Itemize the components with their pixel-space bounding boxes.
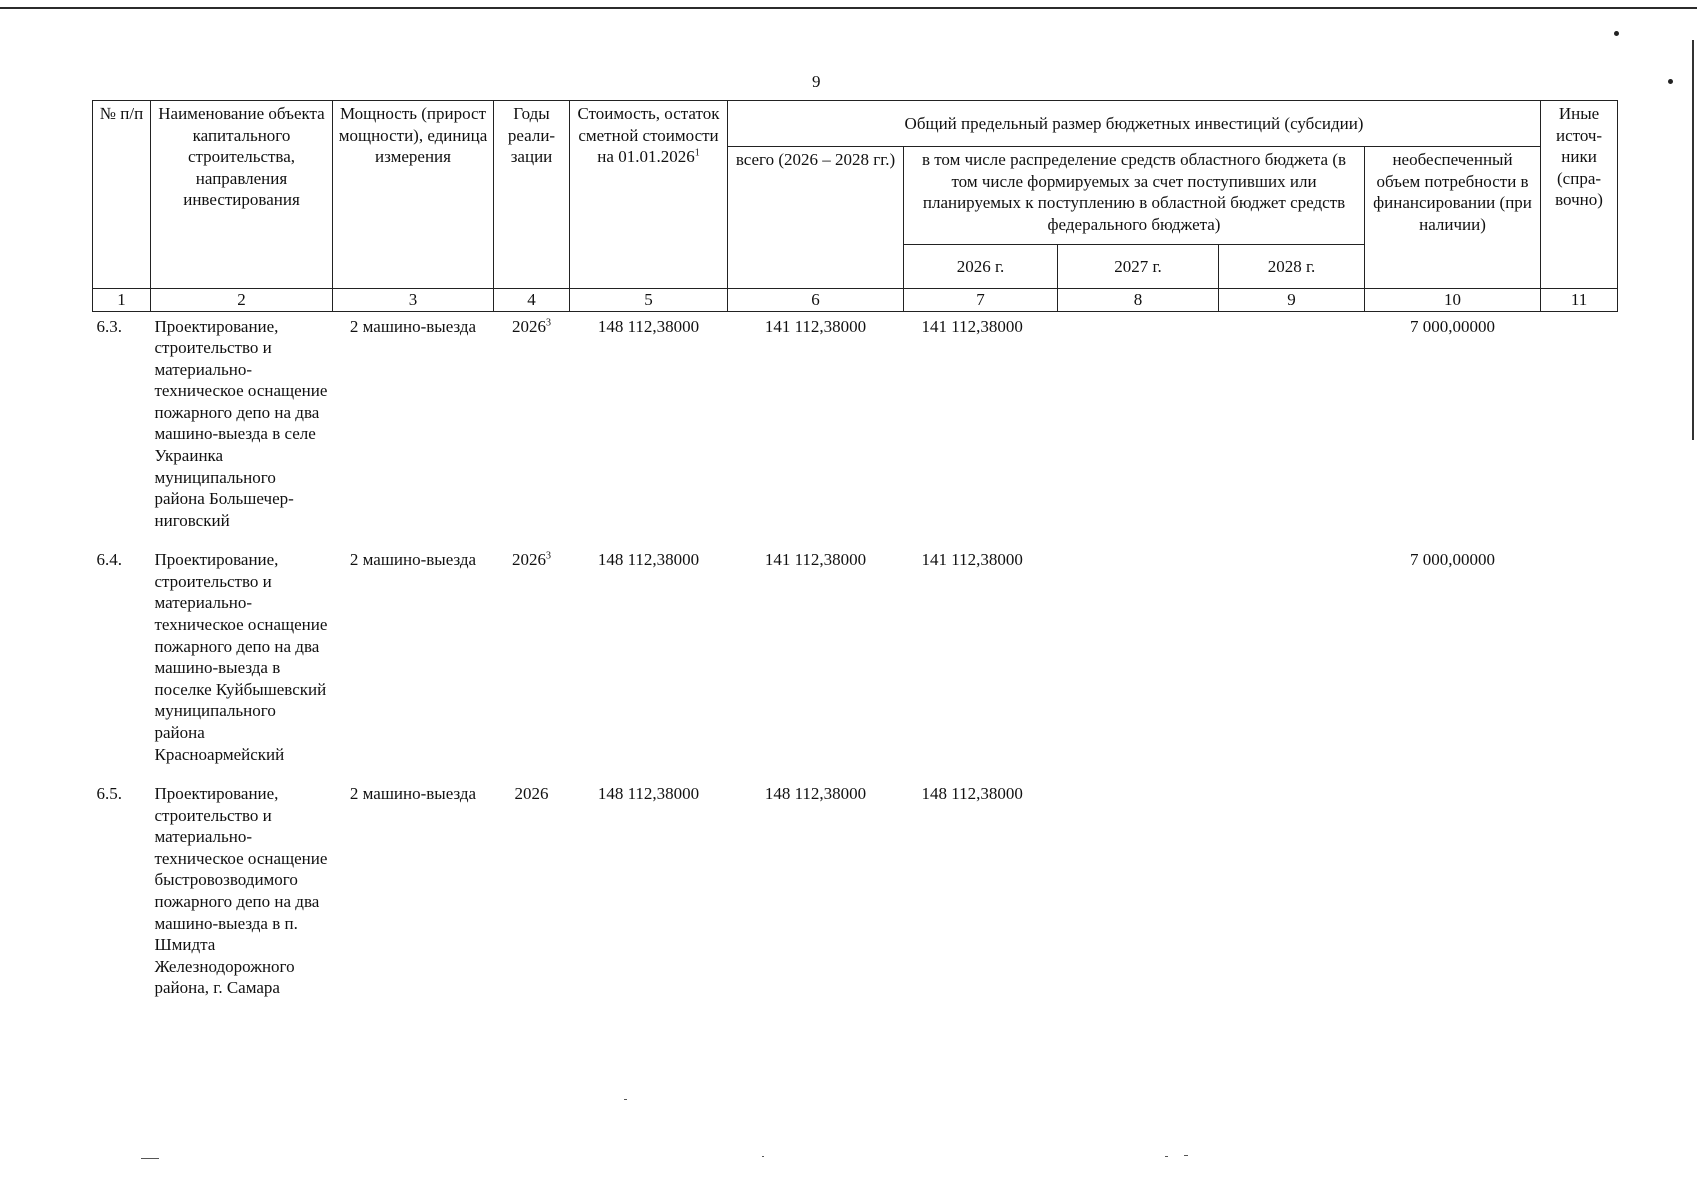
header-capacity: Мощность (прирост мощности), единица измерения xyxy=(333,101,494,289)
scan-speck xyxy=(624,1099,627,1100)
header-number: № п/п xyxy=(93,101,151,289)
years: 2026 xyxy=(514,784,549,804)
cost: 148 112,38000 xyxy=(597,316,700,336)
years: 2026$^3$ xyxy=(512,550,551,570)
header-year-2028: 2028 г. xyxy=(1219,245,1365,289)
header-other-sources: Иные источ-ники (спра-вочно) xyxy=(1541,101,1618,289)
header-total: всего (2026 – 2028 гг.) xyxy=(728,147,904,289)
row-number: 6.4. xyxy=(96,550,122,570)
amount-2028 xyxy=(1219,545,1365,779)
unfunded-amount xyxy=(1365,779,1541,1001)
column-number: 3 xyxy=(333,289,494,312)
amount-2026: 141 112,38000 xyxy=(921,316,1023,336)
object-name: Проектирование, строительство и материально-техническое оснащение быстровозводимого пожарного депо на два машино-выезда в п. Шмидта Железнодорожного района, г. Самара xyxy=(154,784,328,998)
object-name: Проектирование, строительство и материально-техническое оснащение пожарного депо на два машино-выезда в поселке Куйбышевский муниципального района Красноармейский xyxy=(154,550,328,764)
other-sources xyxy=(1541,545,1618,779)
amount-2026: 148 112,38000 xyxy=(921,784,1023,804)
capacity: 2 машино-выезда xyxy=(349,550,477,570)
amount-2026: 141 112,38000 xyxy=(921,550,1023,570)
scan-speck xyxy=(141,1158,159,1159)
header-object-name: Наименование объекта капитального строительства, направления инвестирования xyxy=(151,101,333,289)
column-number: 9 xyxy=(1219,289,1365,312)
header-budget-group: Общий предельный размер бюджетных инвестиций (субсидии) xyxy=(728,101,1541,147)
amount-2028 xyxy=(1219,779,1365,1001)
table-row xyxy=(93,311,1618,545)
header-unfunded: необеспеченный объем потребности в финансировании (при наличии) xyxy=(1365,147,1541,289)
column-number: 7 xyxy=(904,289,1058,312)
scan-border-right xyxy=(1692,40,1694,440)
table-row xyxy=(93,545,1618,779)
total: 148 112,38000 xyxy=(764,784,867,804)
column-number: 1 xyxy=(93,289,151,312)
footnote-marker: 3 xyxy=(546,550,551,562)
scan-speck xyxy=(1668,79,1673,84)
capacity: 2 машино-выезда xyxy=(349,316,477,336)
header-year-2027: 2027 г. xyxy=(1058,245,1219,289)
capacity: 2 машино-выезда xyxy=(349,784,477,804)
total: 141 112,38000 xyxy=(764,550,867,570)
scan-speck xyxy=(1614,31,1619,36)
column-number: 2 xyxy=(151,289,333,312)
unfunded-amount: 7 000,00000 xyxy=(1410,316,1496,336)
scan-speck xyxy=(1165,1156,1168,1157)
header-years: Годы реали-зации xyxy=(494,101,570,289)
table-row xyxy=(93,779,1618,1001)
page-number: 9 xyxy=(812,72,821,91)
scan-speck xyxy=(1184,1155,1188,1156)
header-distribution: в том числе распределение средств областного бюджета (в том числе формируемых за счет поступивших или планируемых к поступлению в областной бюджет средств федерального бюджета) xyxy=(904,147,1365,245)
header-year-2026: 2026 г. xyxy=(904,245,1058,289)
cost: 148 112,38000 xyxy=(597,550,700,570)
column-number: 4 xyxy=(494,289,570,312)
column-number: 8 xyxy=(1058,289,1219,312)
column-number: 5 xyxy=(570,289,728,312)
other-sources xyxy=(1541,779,1618,1001)
amount-2028 xyxy=(1219,311,1365,545)
amount-2027 xyxy=(1058,779,1219,1001)
row-number: 6.5. xyxy=(96,784,122,804)
cost: 148 112,38000 xyxy=(597,784,700,804)
amount-2027 xyxy=(1058,311,1219,545)
unfunded-amount: 7 000,00000 xyxy=(1410,550,1496,570)
total: 141 112,38000 xyxy=(764,316,867,336)
object-name: Проектирование, строительство и материально-техническое оснащение пожарного депо на два машино-выезда в селе Украинка муниципального района Большечер-ниговский xyxy=(154,316,328,530)
scan-border-top xyxy=(0,7,1697,9)
column-number: 11 xyxy=(1541,289,1618,312)
years: 2026$^3$ xyxy=(512,316,551,336)
footnote-marker: 3 xyxy=(546,316,551,328)
scan-speck xyxy=(762,1156,764,1157)
column-number: 6 xyxy=(728,289,904,312)
amount-2027 xyxy=(1058,545,1219,779)
other-sources xyxy=(1541,311,1618,545)
header-cost: Стоимость, остаток сметной стоимости на 01.01.2026$^1$ xyxy=(570,101,728,289)
investment-table xyxy=(92,100,1618,1001)
row-number: 6.3. xyxy=(96,316,122,336)
column-number-row xyxy=(93,289,1618,312)
footnote-marker: 1 xyxy=(694,147,700,159)
column-number: 10 xyxy=(1365,289,1541,312)
